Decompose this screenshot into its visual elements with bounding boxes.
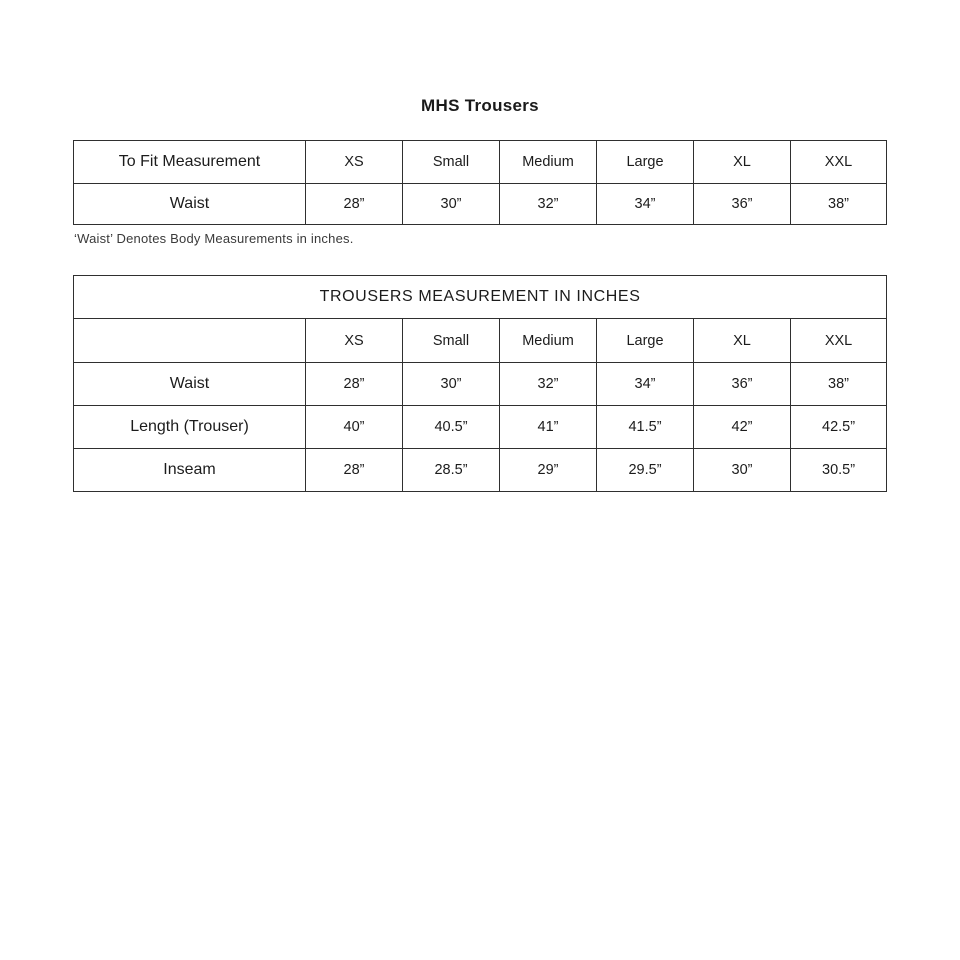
column-header-large: Large — [597, 141, 694, 184]
measurement-cell: 40.5” — [403, 406, 500, 449]
trousers-measurement-table — [73, 275, 887, 492]
measurement-cell: 30” — [403, 184, 500, 225]
measurement-cell: 42” — [694, 406, 791, 449]
measurement-cell: 30” — [694, 449, 791, 492]
table-title-row — [74, 276, 887, 319]
measurement-cell: 32” — [500, 184, 597, 225]
column-header-xs: XS — [306, 141, 403, 184]
measurement-cell: 28” — [306, 184, 403, 225]
table-row — [74, 363, 887, 406]
fit-header-label: To Fit Measurement — [74, 141, 306, 184]
measurement-cell: 30” — [403, 363, 500, 406]
column-header-xl: XL — [694, 141, 791, 184]
measurement-cell: 32” — [500, 363, 597, 406]
column-header-xl: XL — [694, 319, 791, 363]
table-header-row — [74, 319, 887, 363]
measurement-cell: 41” — [500, 406, 597, 449]
measurement-cell: 40” — [306, 406, 403, 449]
column-header-medium: Medium — [500, 319, 597, 363]
measurement-cell: 42.5” — [791, 406, 887, 449]
table-row — [74, 184, 887, 225]
row-label-length: Length (Trouser) — [74, 406, 306, 449]
measurement-cell: 29” — [500, 449, 597, 492]
column-header-medium: Medium — [500, 141, 597, 184]
fit-measurement-table — [73, 140, 887, 225]
measurement-cell: 28.5” — [403, 449, 500, 492]
measurement-cell: 41.5” — [597, 406, 694, 449]
measurement-cell: 28” — [306, 363, 403, 406]
measurement-cell: 36” — [694, 363, 791, 406]
column-header-large: Large — [597, 319, 694, 363]
measurement-cell: 30.5” — [791, 449, 887, 492]
table-row — [74, 406, 887, 449]
measurement-cell: 38” — [791, 363, 887, 406]
column-header-xxl: XXL — [791, 319, 887, 363]
row-label-waist: Waist — [74, 363, 306, 406]
column-header-small: Small — [403, 319, 500, 363]
measurement-cell: 28” — [306, 449, 403, 492]
table-header-row — [74, 141, 887, 184]
measurement-cell: 38” — [791, 184, 887, 225]
measurement-cell: 34” — [597, 184, 694, 225]
column-header-xs: XS — [306, 319, 403, 363]
row-label-inseam: Inseam — [74, 449, 306, 492]
row-label-waist: Waist — [74, 184, 306, 225]
table-row — [74, 449, 887, 492]
measurement-cell: 36” — [694, 184, 791, 225]
column-header-xxl: XXL — [791, 141, 887, 184]
page-title: MHS Trousers — [421, 96, 539, 115]
measurement-cell: 29.5” — [597, 449, 694, 492]
waist-footnote: ‘Waist’ Denotes Body Measurements in inches. — [74, 231, 354, 246]
measurement-cell: 34” — [597, 363, 694, 406]
table-title: TROUSERS MEASUREMENT IN INCHES — [74, 276, 887, 319]
empty-corner-cell — [74, 319, 306, 363]
column-header-small: Small — [403, 141, 500, 184]
